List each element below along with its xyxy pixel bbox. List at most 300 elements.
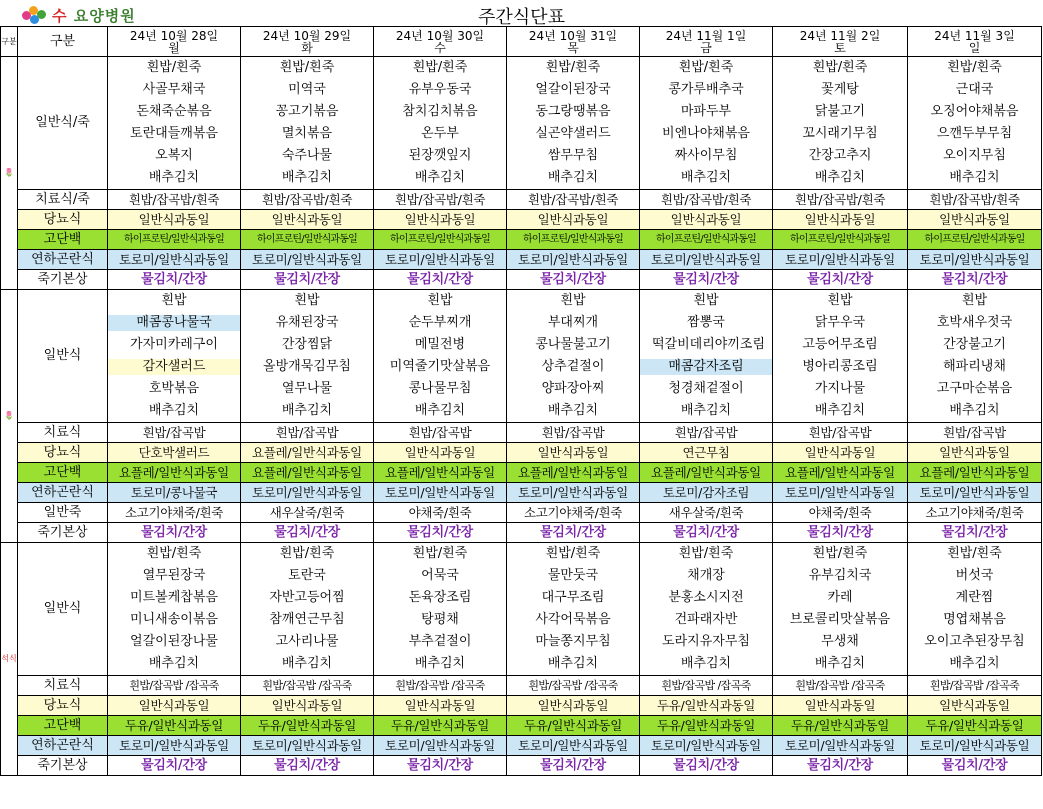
day-date: 24년 10월 30일 <box>395 28 485 43</box>
menu-item: 분홍소시지전 <box>668 590 744 605</box>
menu-cell <box>108 101 241 123</box>
diet-cell: 일반식과동일 <box>773 696 908 716</box>
menu-item: 꽁고기볶음 <box>275 104 339 119</box>
menu-item: 배추김치 <box>148 403 200 418</box>
menu-cell <box>773 167 908 190</box>
menu-item: 자반고등어찜 <box>269 590 345 605</box>
diet-label: 죽기본상 <box>18 756 108 776</box>
menu-item: 흰밥/흰죽 <box>412 60 468 75</box>
menu-cell <box>374 290 507 313</box>
menu-item: 흰밥 <box>961 293 988 308</box>
menu-item: 닭불고기 <box>814 104 866 119</box>
menu-cell <box>374 400 507 423</box>
diet-cell: 흰밥/잡곡밥 /잡곡죽 <box>640 676 773 696</box>
menu-cell <box>108 312 241 334</box>
diet-cell: 일반식과동일 <box>908 443 1042 463</box>
menu-item: 청경채겉절이 <box>668 381 744 396</box>
menu-cell <box>374 609 507 631</box>
menu-item: 배추김치 <box>949 403 1000 418</box>
menu-item: 꼬시래기무침 <box>802 126 878 141</box>
menu-item: 떡갈비데리야끼조림 <box>652 337 766 352</box>
menu-row <box>1 631 1042 653</box>
menu-cell <box>374 101 507 123</box>
menu-item: 꽃게탕 <box>821 82 859 97</box>
diet-cell: 하이프로틴/일반식과동일 <box>374 230 507 250</box>
diet-label: 당뇨식 <box>18 696 108 716</box>
diet-cell: 토로미/일반식과동일 <box>507 250 640 270</box>
hospital-name: 수 요양병원 <box>52 6 136 25</box>
menu-item: 대구무조림 <box>541 590 605 605</box>
menu-cell <box>108 290 241 313</box>
special-diet-row <box>1 210 1042 230</box>
menu-cell <box>773 609 908 631</box>
menu-cell <box>773 565 908 587</box>
special-diet-row <box>1 190 1042 210</box>
day-weekday: 목 <box>567 40 579 55</box>
day-date: 24년 11월 1일 <box>665 28 747 43</box>
diet-label: 연하곤란식 <box>18 736 108 756</box>
menu-row <box>1 167 1042 190</box>
menu-item: 고등어무조림 <box>802 337 878 352</box>
menu-item: 브로콜리맛살볶음 <box>789 612 891 627</box>
diet-cell: 토로미/일반식과동일 <box>908 736 1042 756</box>
menu-item: 흰밥/흰죽 <box>678 60 734 75</box>
menu-item: 가자미카레구이 <box>130 337 218 352</box>
menu-row <box>1 356 1042 378</box>
diet-cell: 물김치/간장 <box>374 756 507 776</box>
menu-cell <box>108 378 241 400</box>
menu-item: 실곤약샐러드 <box>535 126 611 141</box>
menu-row <box>1 145 1042 167</box>
diet-cell: 토로미/일반식과동일 <box>374 250 507 270</box>
menu-item: 배추김치 <box>814 170 866 185</box>
menu-cell <box>773 356 908 378</box>
diet-cell: 흰밥/잡곡밥 <box>374 423 507 443</box>
diet-cell: 일반식과동일 <box>374 696 507 716</box>
diet-cell: 물김치/간장 <box>640 523 773 543</box>
menu-item: 토란국 <box>288 568 326 583</box>
menu-cell <box>374 123 507 145</box>
menu-item: 카레 <box>827 590 853 605</box>
menu-item: 미트볼케찹볶음 <box>130 590 218 605</box>
header-row <box>1 27 1042 57</box>
menu-item: 올방개묵김무침 <box>263 359 351 374</box>
diet-cell: 흰밥/잡곡밥 /잡곡죽 <box>773 676 908 696</box>
menu-item: 짜사이무침 <box>674 148 738 163</box>
diet-cell: 흰밥/잡곡밥/흰죽 <box>108 190 241 210</box>
diet-cell: 흰밥/잡곡밥 /잡곡죽 <box>507 676 640 696</box>
menu-item: 매콤콩나물국 <box>108 315 240 331</box>
menu-item: 배추김치 <box>547 170 599 185</box>
day-header-cell <box>773 27 908 57</box>
menu-row <box>1 587 1042 609</box>
special-diet-row <box>1 443 1042 463</box>
menu-cell <box>241 290 374 313</box>
diet-cell: 토로미/일반식과동일 <box>908 483 1042 503</box>
menu-cell <box>773 79 908 101</box>
menu-cell <box>108 609 241 631</box>
menu-item: 흰밥/흰죽 <box>146 60 202 75</box>
menu-item: 배추김치 <box>680 656 732 671</box>
special-diet-row <box>1 503 1042 523</box>
menu-item: 호박새우젓국 <box>936 315 1013 330</box>
day-header-cell <box>241 27 374 57</box>
meal-side-marker: 🌷 <box>1 57 18 290</box>
special-diet-row <box>1 463 1042 483</box>
menu-cell <box>908 400 1042 423</box>
diet-cell: 요플레/일반식과동일 <box>108 463 241 483</box>
menu-cell <box>374 653 507 676</box>
diet-label: 치료식 <box>18 676 108 696</box>
diet-cell: 일반식과동일 <box>507 696 640 716</box>
diet-cell: 토로미/콩나물국 <box>108 483 241 503</box>
menu-item: 유부우동국 <box>408 82 472 97</box>
menu-cell <box>773 378 908 400</box>
menu-item: 흰밥/흰죽 <box>947 60 1002 75</box>
menu-item: 오이고추된장무침 <box>924 634 1025 649</box>
menu-item: 배추김치 <box>414 403 466 418</box>
menu-item: 미역줄기맛살볶음 <box>389 359 491 374</box>
menu-cell <box>908 543 1042 566</box>
diet-label: 당뇨식 <box>18 443 108 463</box>
menu-cell <box>908 123 1042 145</box>
menu-cell <box>507 587 640 609</box>
menu-item: 흰밥 <box>560 293 586 308</box>
diet-cell: 일반식과동일 <box>108 696 241 716</box>
menu-cell <box>507 400 640 423</box>
menu-item: 간장고추지 <box>808 148 872 163</box>
diet-cell: 토로미/일반식과동일 <box>908 250 1042 270</box>
menu-cell <box>374 378 507 400</box>
diet-label: 연하곤란식 <box>18 250 108 270</box>
meal-category-label: 일반식 <box>18 543 108 676</box>
day-date: 24년 10월 29일 <box>262 28 352 43</box>
menu-item: 병아리콩조림 <box>802 359 878 374</box>
day-date: 24년 10월 28일 <box>129 28 219 43</box>
category-header-cell: 구분 <box>18 27 108 57</box>
diet-cell: 흰밥/잡곡밥 <box>507 423 640 443</box>
menu-cell <box>507 334 640 356</box>
menu-cell <box>773 653 908 676</box>
menu-item: 참깨연근무침 <box>269 612 345 627</box>
menu-item: 숙주나물 <box>281 148 333 163</box>
menu-item: 배추김치 <box>949 170 1000 185</box>
diet-cell: 하이프로틴/일반식과동일 <box>773 230 908 250</box>
menu-item: 토란대들깨볶음 <box>130 126 218 141</box>
menu-item: 유부김치국 <box>808 568 872 583</box>
menu-cell <box>507 312 640 334</box>
menu-cell <box>908 653 1042 676</box>
menu-item: 고구마순볶음 <box>936 381 1013 396</box>
day-date: 24년 11월 3일 <box>934 28 1015 43</box>
menu-cell <box>241 167 374 190</box>
menu-cell <box>773 290 908 313</box>
menu-cell <box>374 356 507 378</box>
menu-item: 얼갈이된장국 <box>535 82 611 97</box>
menu-cell <box>640 356 773 378</box>
diet-cell: 하이프로틴/일반식과동일 <box>241 230 374 250</box>
menu-item: 계란찜 <box>955 590 994 605</box>
menu-cell <box>908 587 1042 609</box>
diet-label: 죽기본상 <box>18 270 108 290</box>
menu-cell <box>374 543 507 566</box>
menu-item: 동그랑땡볶음 <box>535 104 611 119</box>
diet-cell: 토로미/일반식과동일 <box>773 250 908 270</box>
menu-item: 배추김치 <box>680 403 732 418</box>
menu-cell <box>908 79 1042 101</box>
menu-cell <box>908 101 1042 123</box>
menu-cell <box>108 653 241 676</box>
diet-cell: 물김치/간장 <box>241 756 374 776</box>
menu-cell <box>374 334 507 356</box>
diet-cell: 물김치/간장 <box>108 523 241 543</box>
menu-cell <box>241 312 374 334</box>
menu-cell <box>773 400 908 423</box>
menu-cell <box>640 565 773 587</box>
menu-cell <box>507 145 640 167</box>
menu-item: 가지나물 <box>814 381 866 396</box>
diet-cell: 두유/일반식과동일 <box>640 716 773 736</box>
diet-label: 죽기본상 <box>18 523 108 543</box>
menu-item: 돈육장조림 <box>408 590 472 605</box>
menu-cell <box>773 57 908 80</box>
diet-label: 치료식/죽 <box>18 190 108 210</box>
menu-item: 열무된장국 <box>142 568 206 583</box>
menu-cell <box>507 378 640 400</box>
diet-cell: 물김치/간장 <box>374 523 507 543</box>
menu-cell <box>640 631 773 653</box>
menu-row <box>1 101 1042 123</box>
menu-cell <box>374 167 507 190</box>
menu-cell <box>507 290 640 313</box>
menu-cell <box>640 334 773 356</box>
diet-cell: 흰밥/잡곡밥 <box>241 423 374 443</box>
menu-item: 마파두부 <box>680 104 732 119</box>
diet-cell: 야채죽/흰죽 <box>773 503 908 523</box>
diet-cell: 토로미/일반식과동일 <box>773 483 908 503</box>
diet-label: 당뇨식 <box>18 210 108 230</box>
menu-item: 탕평채 <box>421 612 459 627</box>
diet-cell: 하이프로틴/일반식과동일 <box>507 230 640 250</box>
menu-item: 쌈무무침 <box>547 148 599 163</box>
menu-row <box>1 123 1042 145</box>
menu-item: 순두부찌개 <box>408 315 472 330</box>
menu-cell <box>773 631 908 653</box>
day-date: 24년 10월 31일 <box>528 28 618 43</box>
diet-cell: 흰밥/잡곡밥/흰죽 <box>507 190 640 210</box>
menu-item: 배추김치 <box>949 656 1000 671</box>
menu-item: 흰밥/흰죽 <box>412 546 468 561</box>
menu-cell <box>241 653 374 676</box>
menu-cell <box>640 378 773 400</box>
menu-cell <box>108 543 241 566</box>
menu-item: 메밀전병 <box>414 337 466 352</box>
diet-cell: 요플레/일반식과동일 <box>773 463 908 483</box>
menu-item: 배추김치 <box>814 403 866 418</box>
menu-cell <box>374 587 507 609</box>
diet-cell: 물김치/간장 <box>241 270 374 290</box>
diet-cell: 토로미/일반식과동일 <box>374 483 507 503</box>
menu-cell <box>640 123 773 145</box>
diet-cell: 물김치/간장 <box>640 270 773 290</box>
menu-item: 흰밥/흰죽 <box>812 60 868 75</box>
diet-cell: 일반식과동일 <box>241 210 374 230</box>
menu-cell <box>108 587 241 609</box>
menu-cell <box>640 587 773 609</box>
menu-row <box>1 334 1042 356</box>
menu-item: 오복지 <box>155 148 193 163</box>
diet-cell: 일반식과동일 <box>773 210 908 230</box>
menu-cell <box>908 334 1042 356</box>
diet-cell: 토로미/일반식과동일 <box>108 736 241 756</box>
menu-cell <box>108 123 241 145</box>
menu-item: 배추김치 <box>148 170 200 185</box>
menu-item: 명엽채볶음 <box>943 612 1006 627</box>
menu-item: 비엔나야채볶음 <box>662 126 750 141</box>
menu-item: 콩나물무침 <box>408 381 472 396</box>
diet-cell: 새우살죽/흰죽 <box>241 503 374 523</box>
menu-item: 건파래자반 <box>674 612 738 627</box>
menu-item: 근대국 <box>955 82 994 97</box>
menu-row <box>1 565 1042 587</box>
menu-item: 된장깻잎지 <box>408 148 472 163</box>
menu-item: 멸치볶음 <box>281 126 333 141</box>
diet-cell: 일반식과동일 <box>640 210 773 230</box>
menu-cell <box>908 356 1042 378</box>
diet-cell: 토로미/일반식과동일 <box>241 483 374 503</box>
menu-item: 배추김치 <box>148 656 200 671</box>
diet-cell: 야채죽/흰죽 <box>374 503 507 523</box>
diet-cell: 두유/일반식과동일 <box>640 696 773 716</box>
diet-cell: 하이프로틴/일반식과동일 <box>640 230 773 250</box>
diet-cell: 토로미/일반식과동일 <box>241 250 374 270</box>
diet-cell: 토로미/일반식과동일 <box>241 736 374 756</box>
menu-cell <box>507 123 640 145</box>
menu-cell <box>241 631 374 653</box>
menu-cell <box>108 334 241 356</box>
diet-label: 고단백 <box>18 230 108 250</box>
day-weekday: 수 <box>434 40 446 55</box>
menu-cell <box>507 356 640 378</box>
menu-item: 배추김치 <box>281 403 333 418</box>
menu-item: 사골무채국 <box>142 82 206 97</box>
menu-item: 흰밥/흰죽 <box>812 546 868 561</box>
diet-cell: 흰밥/잡곡밥/흰죽 <box>241 190 374 210</box>
menu-cell <box>507 79 640 101</box>
menu-item: 어묵국 <box>421 568 459 583</box>
menu-cell <box>773 334 908 356</box>
menu-item: 배추김치 <box>547 656 599 671</box>
menu-cell <box>773 312 908 334</box>
diet-cell: 흰밥/잡곡밥 <box>108 423 241 443</box>
menu-item: 간장불고기 <box>943 337 1006 352</box>
special-diet-row <box>1 230 1042 250</box>
diet-cell: 물김치/간장 <box>773 270 908 290</box>
menu-item: 배추김치 <box>414 170 466 185</box>
diet-cell: 일반식과동일 <box>108 210 241 230</box>
menu-cell <box>241 101 374 123</box>
menu-cell <box>241 543 374 566</box>
menu-cell <box>374 312 507 334</box>
diet-label: 일반죽 <box>18 503 108 523</box>
special-diet-row <box>1 270 1042 290</box>
diet-cell: 물김치/간장 <box>908 270 1042 290</box>
diet-cell: 일반식과동일 <box>908 210 1042 230</box>
diet-cell: 소고기야채죽/흰죽 <box>908 503 1042 523</box>
menu-cell <box>773 587 908 609</box>
special-diet-row <box>1 250 1042 270</box>
menu-item: 부추겉절이 <box>408 634 472 649</box>
menu-cell <box>108 167 241 190</box>
menu-row <box>1 57 1042 80</box>
menu-cell <box>507 57 640 80</box>
menu-item: 상추겉절이 <box>541 359 605 374</box>
menu-row <box>1 290 1042 313</box>
menu-cell <box>241 334 374 356</box>
menu-cell <box>507 565 640 587</box>
diet-cell: 흰밥/잡곡밥/흰죽 <box>908 190 1042 210</box>
menu-row <box>1 400 1042 423</box>
menu-cell <box>241 356 374 378</box>
meal-side-marker: 🌷 <box>1 290 18 543</box>
menu-cell <box>908 631 1042 653</box>
diet-cell: 요플레/일반식과동일 <box>908 463 1042 483</box>
diet-cell: 요플레/일반식과동일 <box>507 463 640 483</box>
diet-cell: 토로미/일반식과동일 <box>374 736 507 756</box>
menu-item: 미역국 <box>288 82 326 97</box>
menu-item: 해파리냉채 <box>943 359 1006 374</box>
menu-item: 배추김치 <box>414 656 466 671</box>
day-header-cell <box>640 27 773 57</box>
menu-cell <box>241 565 374 587</box>
diet-cell: 물김치/간장 <box>773 523 908 543</box>
special-diet-row <box>1 716 1042 736</box>
menu-cell <box>640 167 773 190</box>
diet-cell: 일반식과동일 <box>374 210 507 230</box>
menu-cell <box>374 145 507 167</box>
diet-label: 고단백 <box>18 716 108 736</box>
menu-item: 마늘쫑지무침 <box>535 634 611 649</box>
diet-cell: 물김치/간장 <box>640 756 773 776</box>
menu-cell <box>374 57 507 80</box>
diet-cell: 요플레/일반식과동일 <box>241 463 374 483</box>
menu-item: 으깬두부무침 <box>936 126 1013 141</box>
diet-cell: 물김치/간장 <box>108 756 241 776</box>
menu-item: 배추김치 <box>281 656 333 671</box>
diet-cell: 두유/일반식과동일 <box>374 716 507 736</box>
menu-cell <box>773 543 908 566</box>
diet-cell: 두유/일반식과동일 <box>507 716 640 736</box>
menu-cell <box>241 123 374 145</box>
day-header-cell <box>507 27 640 57</box>
diet-cell: 하이프로틴/일반식과동일 <box>908 230 1042 250</box>
special-diet-row <box>1 736 1042 756</box>
menu-cell <box>108 79 241 101</box>
menu-item: 흰밥/흰죽 <box>279 546 335 561</box>
menu-cell <box>374 565 507 587</box>
page-title: 주간식단표 <box>478 7 565 28</box>
weekly-menu-table <box>0 26 1042 776</box>
menu-item: 오징어야채볶음 <box>930 104 1019 119</box>
menu-cell <box>908 145 1042 167</box>
menu-item: 도라지유자무침 <box>662 634 750 649</box>
menu-cell <box>908 609 1042 631</box>
menu-cell <box>507 631 640 653</box>
diet-cell: 토로미/일반식과동일 <box>108 250 241 270</box>
diet-cell: 물김치/간장 <box>108 270 241 290</box>
menu-item: 흰밥 <box>827 293 853 308</box>
menu-item: 배추김치 <box>281 170 333 185</box>
